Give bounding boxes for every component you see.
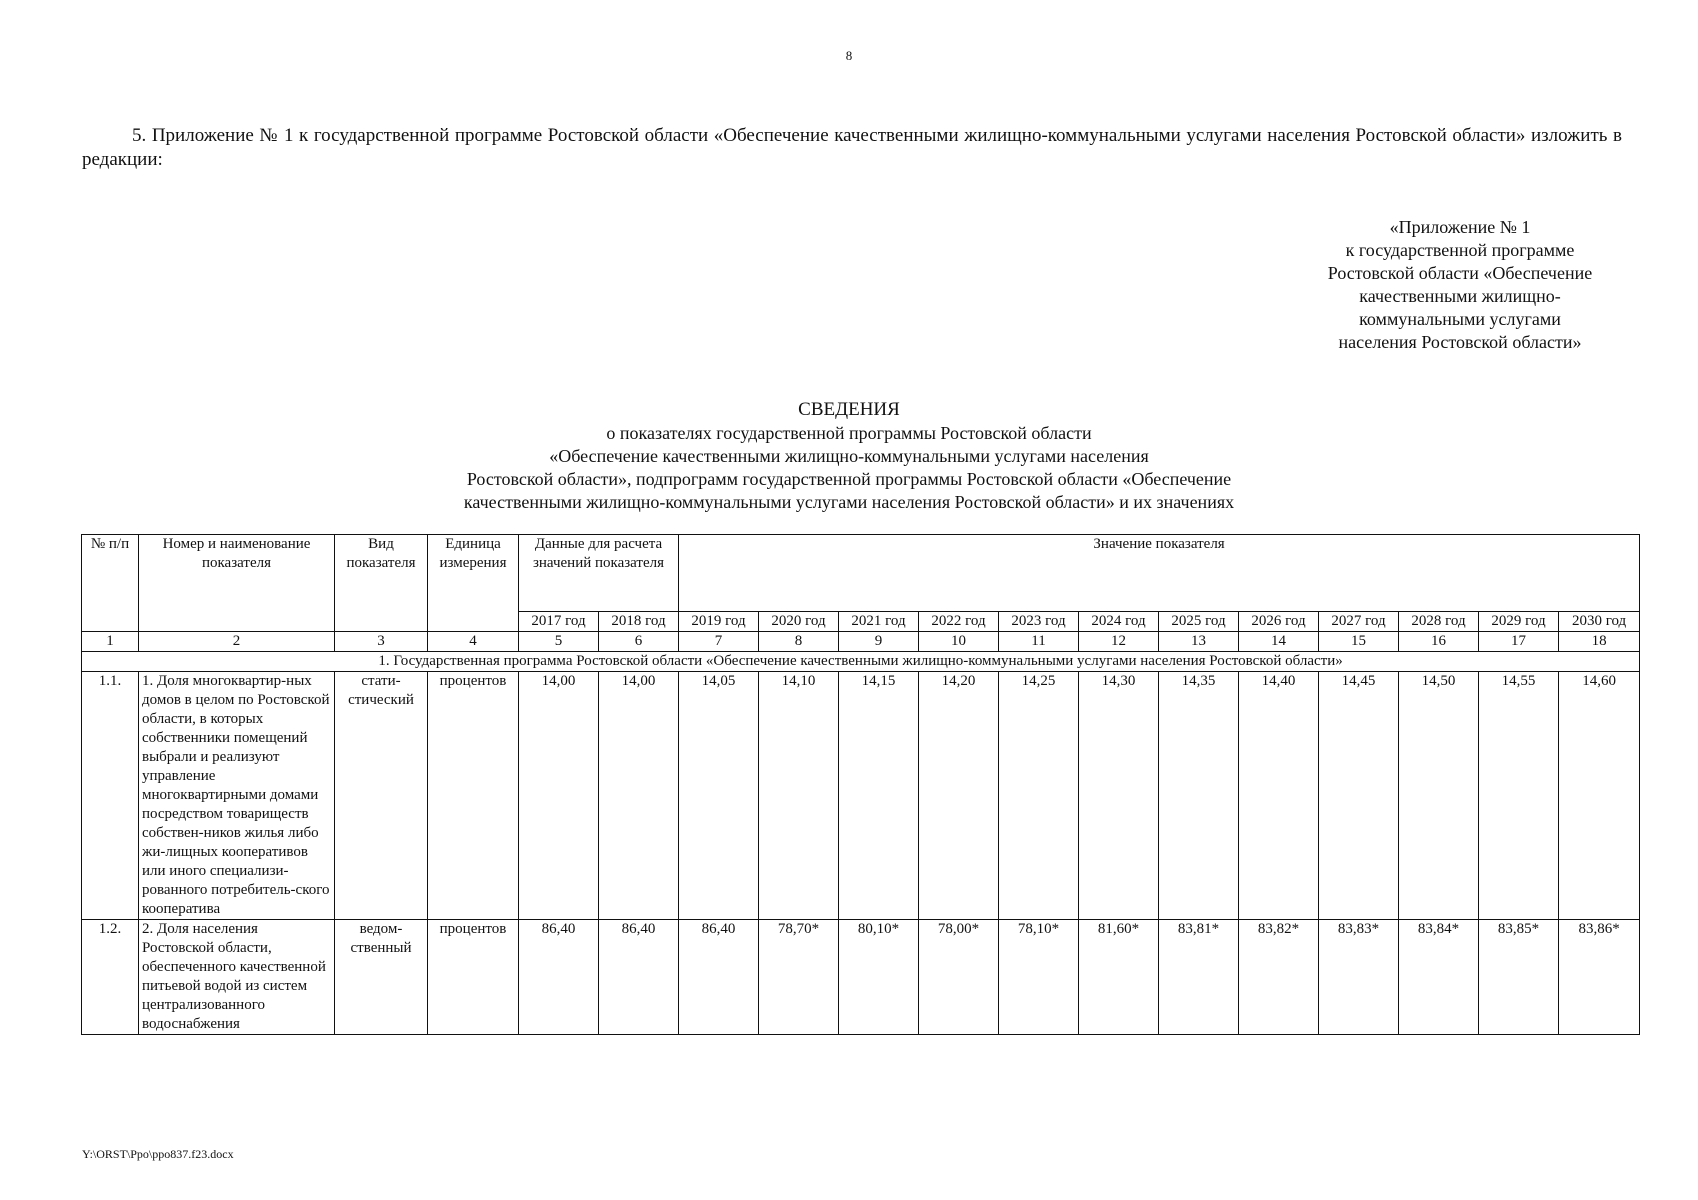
column-index: 10 xyxy=(919,632,999,652)
row-num: 1.1. xyxy=(82,672,139,920)
section-row xyxy=(82,652,1640,672)
row-num: 1.2. xyxy=(82,920,139,1035)
table-row xyxy=(82,920,1640,1035)
value-cell: 14,00 xyxy=(519,672,599,920)
column-index: 9 xyxy=(839,632,919,652)
year-cell: 2030 год xyxy=(1559,612,1640,632)
column-index: 18 xyxy=(1559,632,1640,652)
column-index: 16 xyxy=(1399,632,1479,652)
page-number: 8 xyxy=(845,48,853,63)
value-cell: 83,81* xyxy=(1159,920,1239,1035)
value-cell: 86,40 xyxy=(599,920,679,1035)
year-cell: 2017 год xyxy=(519,612,599,632)
column-index: 5 xyxy=(519,632,599,652)
year-cell: 2026 год xyxy=(1239,612,1319,632)
intro-paragraph xyxy=(82,124,1622,172)
value-cell: 14,40 xyxy=(1239,672,1319,920)
appendix-line: населения Ростовской области» xyxy=(1338,332,1582,352)
indicator-type: ведом-ственный xyxy=(335,920,428,1035)
column-index-row xyxy=(82,632,1640,652)
column-index: 12 xyxy=(1079,632,1159,652)
document-subtitle xyxy=(0,422,1698,514)
year-cell: 2020 год xyxy=(759,612,839,632)
year-cell: 2022 год xyxy=(919,612,999,632)
year-cell: 2029 год xyxy=(1479,612,1559,632)
appendix-line: качественными жилищно- xyxy=(1359,286,1561,306)
table-row xyxy=(82,672,1640,920)
value-cell: 14,50 xyxy=(1399,672,1479,920)
year-cell: 2021 год xyxy=(839,612,919,632)
indicator-name: 2. Доля населения Ростовской области, обеспеченного качественной питьевой водой из систем централизованного водоснабжения xyxy=(139,920,335,1035)
year-cell: 2025 год xyxy=(1159,612,1239,632)
subtitle-line: Ростовской области», подпрограмм государственной программы Ростовской области «Обеспечение xyxy=(466,469,1232,489)
appendix-line: «Приложение № 1 xyxy=(1389,217,1531,237)
column-index: 8 xyxy=(759,632,839,652)
value-cell: 80,10* xyxy=(839,920,919,1035)
indicators-table xyxy=(81,534,1640,1035)
appendix-line: Ростовской области «Обеспечение xyxy=(1327,263,1593,283)
header-unit: Единица измерения xyxy=(428,535,519,632)
column-index: 17 xyxy=(1479,632,1559,652)
indicator-name: 1. Доля многоквартир-ных домов в целом по Ростовской области, в которых собственники помещений выбрали и реализуют управление многоквартирными домами посредством товариществ собствен-ников жилья либо жи-лищных кооперативов или иного специализи-рованного потребитель-ского кооператива xyxy=(139,672,335,920)
appendix-line: коммунальными услугами xyxy=(1359,309,1561,329)
intro-text: 5. Приложение № 1 к государственной программе Ростовской области «Обеспечение качественными жилищно-коммунальными услугами населения Ростовской области» изложить в редакции: xyxy=(82,125,1622,170)
value-cell: 14,35 xyxy=(1159,672,1239,920)
header-num: № п/п xyxy=(82,535,139,632)
year-cell: 2019 год xyxy=(679,612,759,632)
document-title: СВЕДЕНИЯ xyxy=(798,399,900,420)
column-index: 6 xyxy=(599,632,679,652)
header-calc: Данные для расчета значений показателя xyxy=(519,535,679,612)
column-index: 14 xyxy=(1239,632,1319,652)
column-index: 3 xyxy=(335,632,428,652)
header-type: Вид показателя xyxy=(335,535,428,632)
subtitle-line: «Обеспечение качественными жилищно-коммунальными услугами населения xyxy=(549,446,1149,466)
file-path-footer: Y:\ORST\Ppo\ppo837.f23.docx xyxy=(82,1147,234,1161)
subtitle-line: качественными жилищно-коммунальными услугами населения Ростовской области» и их значениях xyxy=(463,492,1235,512)
column-index: 2 xyxy=(139,632,335,652)
subtitle-line: о показателях государственной программы Ростовской области xyxy=(606,423,1092,443)
column-index: 7 xyxy=(679,632,759,652)
year-cell: 2027 год xyxy=(1319,612,1399,632)
value-cell: 14,10 xyxy=(759,672,839,920)
column-index: 4 xyxy=(428,632,519,652)
header-name: Номер и наименование показателя xyxy=(139,535,335,632)
appendix-line: к государственной программе xyxy=(1345,240,1575,260)
section-title: 1. Государственная программа Ростовской области «Обеспечение качественными жилищно-коммунальными услугами населения Ростовской области» xyxy=(82,652,1640,672)
indicator-unit: процентов xyxy=(428,920,519,1035)
value-cell: 83,86* xyxy=(1559,920,1640,1035)
column-index: 11 xyxy=(999,632,1079,652)
value-cell: 83,84* xyxy=(1399,920,1479,1035)
value-cell: 14,55 xyxy=(1479,672,1559,920)
column-index: 15 xyxy=(1319,632,1399,652)
indicator-unit: процентов xyxy=(428,672,519,920)
value-cell: 14,15 xyxy=(839,672,919,920)
value-cell: 14,30 xyxy=(1079,672,1159,920)
column-index: 1 xyxy=(82,632,139,652)
value-cell: 14,00 xyxy=(599,672,679,920)
value-cell: 83,82* xyxy=(1239,920,1319,1035)
year-cell: 2024 год xyxy=(1079,612,1159,632)
value-cell: 86,40 xyxy=(519,920,599,1035)
value-cell: 83,85* xyxy=(1479,920,1559,1035)
year-cell: 2028 год xyxy=(1399,612,1479,632)
year-cell: 2023 год xyxy=(999,612,1079,632)
value-cell: 78,10* xyxy=(999,920,1079,1035)
value-cell: 78,00* xyxy=(919,920,999,1035)
header-values: Значение показателя xyxy=(679,535,1640,612)
value-cell: 14,05 xyxy=(679,672,759,920)
value-cell: 14,25 xyxy=(999,672,1079,920)
value-cell: 83,83* xyxy=(1319,920,1399,1035)
value-cell: 14,60 xyxy=(1559,672,1640,920)
column-index: 13 xyxy=(1159,632,1239,652)
value-cell: 86,40 xyxy=(679,920,759,1035)
appendix-header xyxy=(1290,216,1630,354)
value-cell: 14,45 xyxy=(1319,672,1399,920)
value-cell: 14,20 xyxy=(919,672,999,920)
value-cell: 81,60* xyxy=(1079,920,1159,1035)
value-cell: 78,70* xyxy=(759,920,839,1035)
indicator-type: стати-стический xyxy=(335,672,428,920)
year-cell: 2018 год xyxy=(599,612,679,632)
